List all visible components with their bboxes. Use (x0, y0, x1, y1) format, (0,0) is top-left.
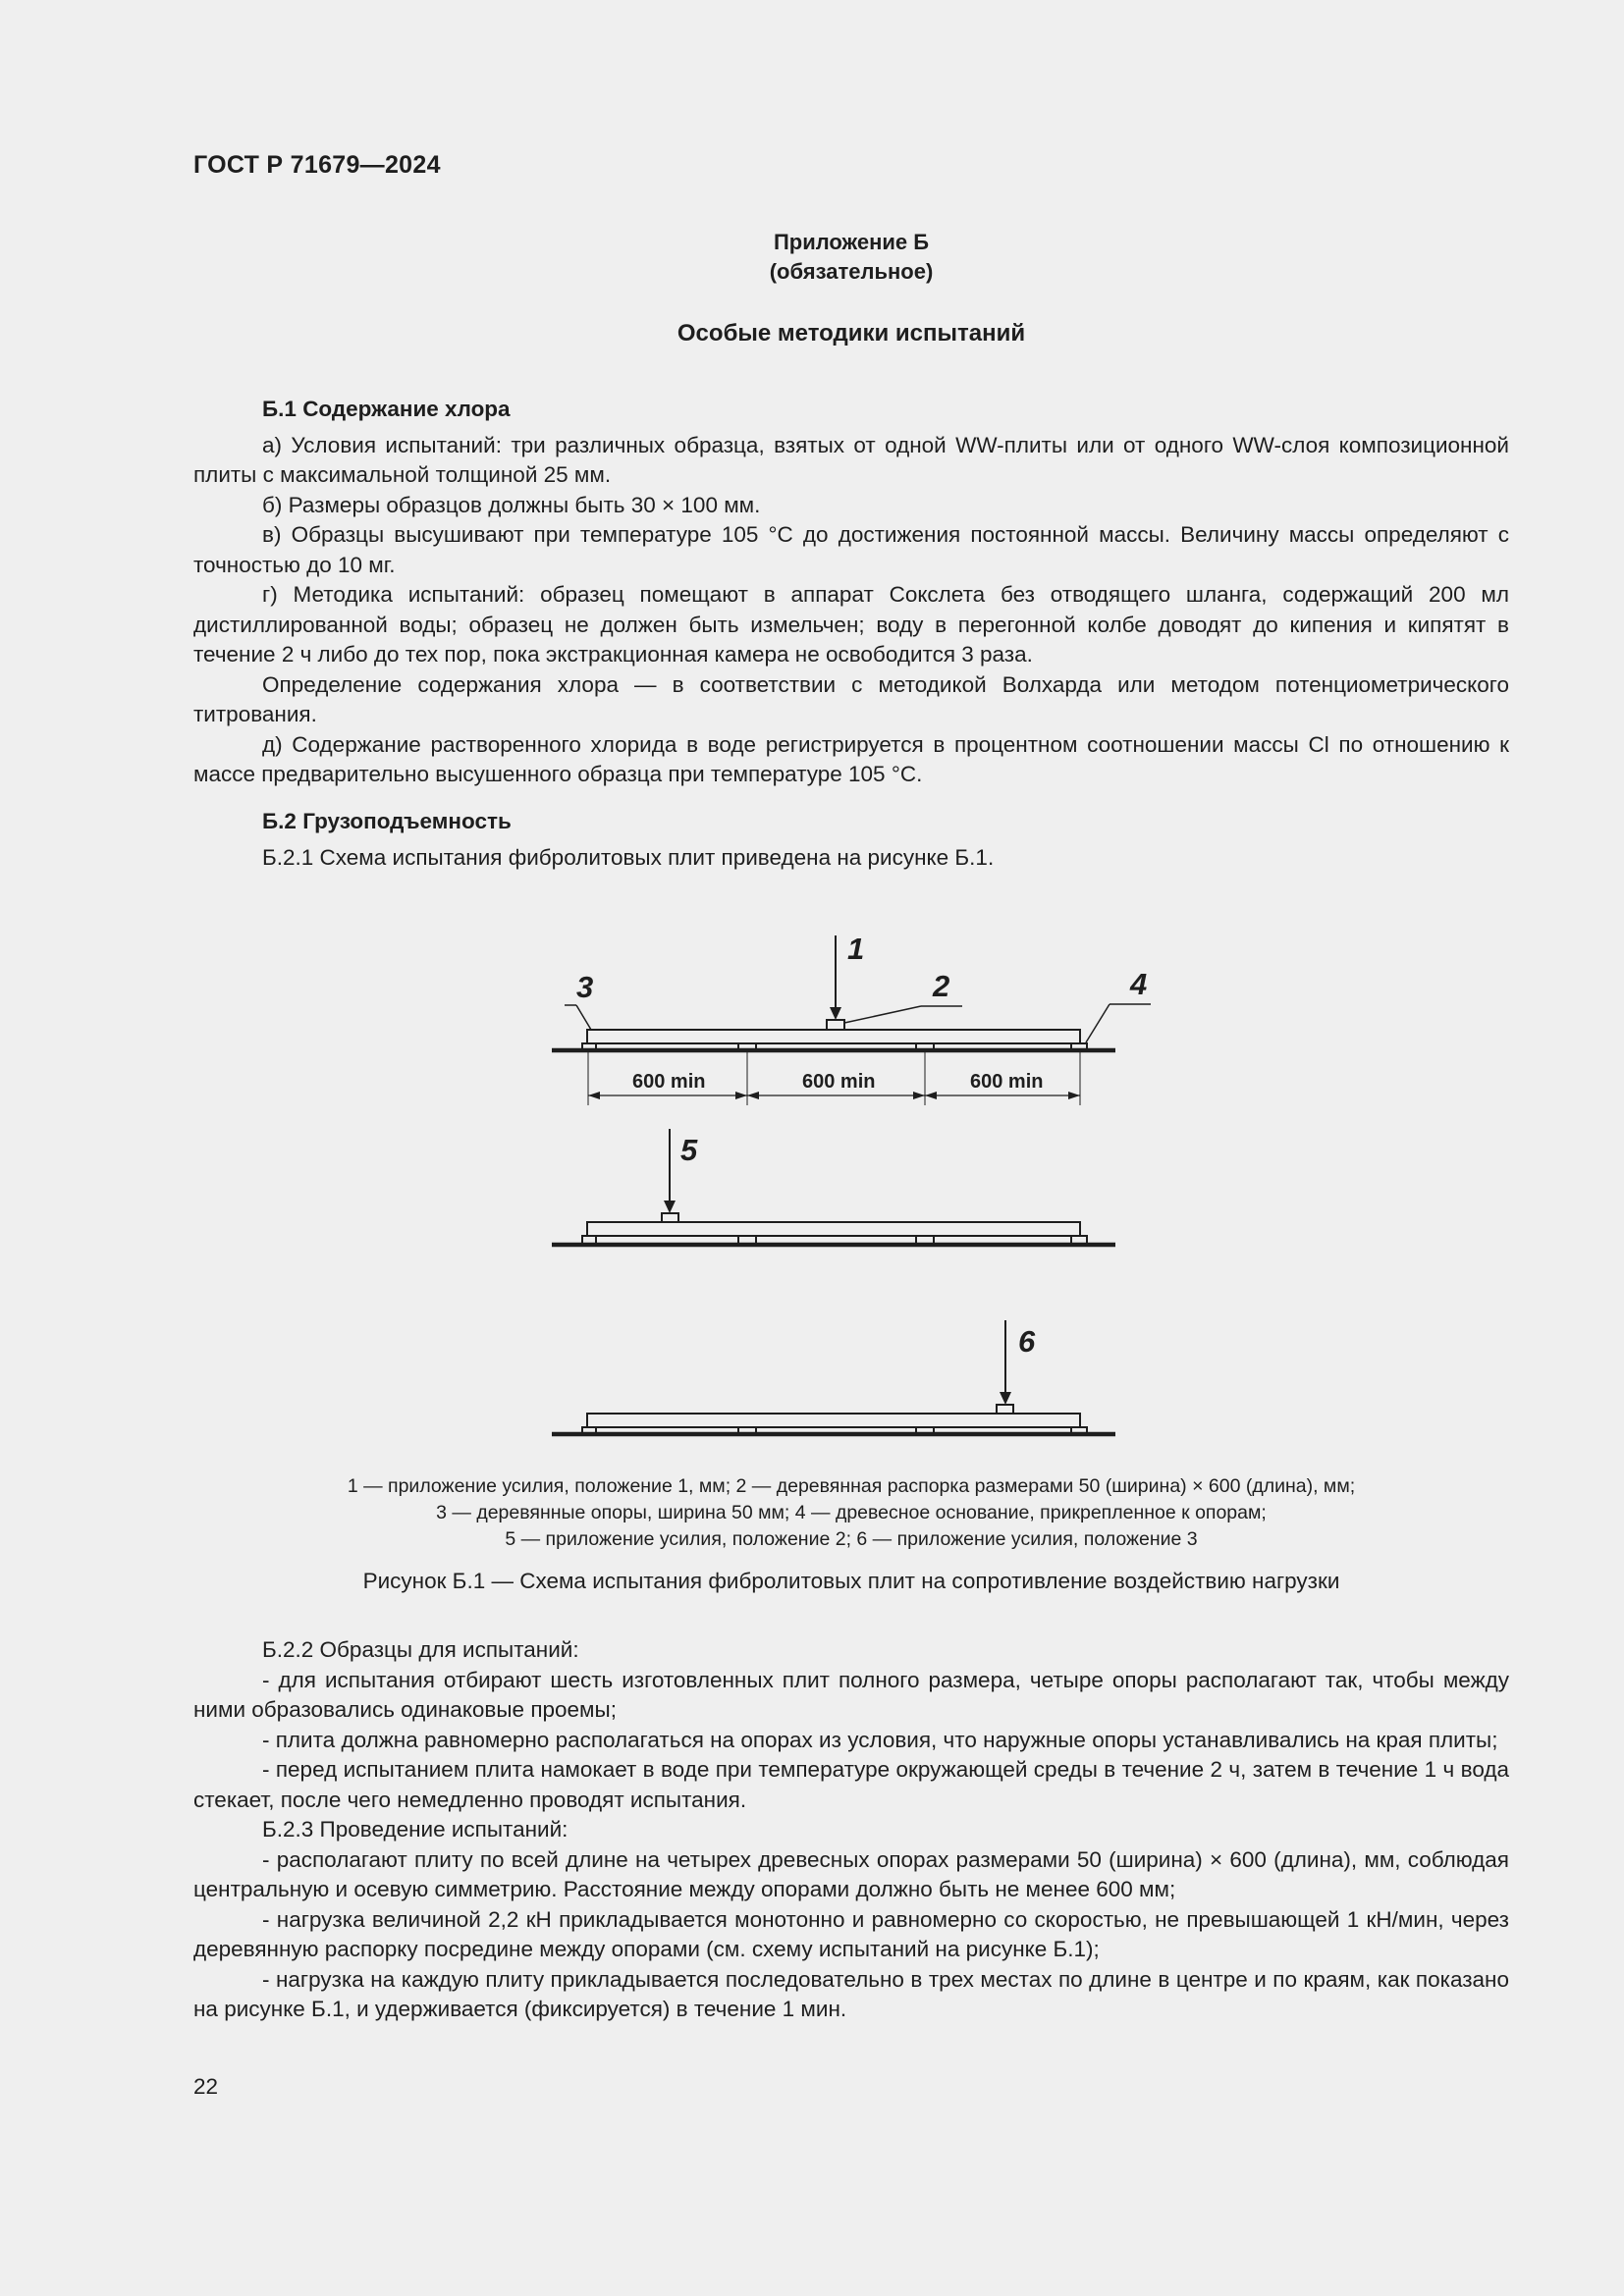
callout-1: 1 (847, 932, 865, 966)
dimension-label: 600 min (632, 1071, 706, 1093)
spacer (662, 1213, 678, 1222)
b2-heading: Б.2 Грузоподъемность (262, 809, 512, 833)
slab-2 (587, 1222, 1080, 1236)
b22-title: Б.2.2 Образцы для испытаний: (262, 1637, 579, 1662)
b1-paragraph-b: б) Размеры образцов должны быть 30 × 100 мм. (262, 492, 761, 517)
arrowhead (830, 1007, 841, 1020)
leader-4 (1086, 1004, 1110, 1042)
document-code: ГОСТ Р 71679—2024 (193, 151, 441, 179)
b22-item-2: - плита должна равномерно располагаться на опорах из условия, что наружные опоры устанавливались на края плиты; (262, 1727, 1498, 1752)
b1-paragraph-definition: Определение содержания хлора — в соответствии с методикой Волхарда или методом потенциометрического титрования. (193, 671, 1509, 726)
figure-b1 (540, 918, 1148, 1448)
leader-2 (844, 1006, 921, 1023)
section-b1 (193, 395, 1509, 790)
legend-line-3: 5 — приложение усилия, положение 2; 6 — приложение усилия, положение 3 (505, 1528, 1198, 1550)
figure-legend (193, 1473, 1509, 1553)
callout-5: 5 (680, 1133, 698, 1167)
callout-2: 2 (933, 969, 950, 1003)
b22-item-3: - перед испытанием плита намокает в воде при температуре окружающей среды в течение 2 ч, затем в течение 1 ч вода стекает, после чего немедленно проводят испытания. (193, 1757, 1509, 1812)
callout-4: 4 (1130, 967, 1148, 1001)
dimension-label: 600 min (802, 1071, 876, 1093)
dimension-label: 600 min (970, 1071, 1044, 1093)
b23-item-1: - располагают плиту по всей длине на четырех древесных опорах размерами 50 (ширина) × 600 (длина), мм, соблюдая центральную и осевую симметрию. Расстояние между опорами должно быть не менее 600 мм; (193, 1846, 1509, 1901)
leader-3 (576, 1005, 591, 1030)
spacer (997, 1405, 1013, 1414)
section-title: Особые методики испытаний (677, 320, 1026, 347)
callout-3: 3 (576, 970, 594, 1004)
page-number: 22 (193, 2074, 219, 2099)
callout-6: 6 (1018, 1324, 1036, 1359)
b1-paragraph-g: г) Методика испытаний: образец помещают в аппарат Сокслета без отводящего шланга, содержащий 200 мл дистиллированной воды; образец не должен быть измельчен; воду в перегонной колбе доводят до кипения и кипятят в течение 2 ч либо до тех пор, пока экстракционная камера не освободится 3 раза. (193, 582, 1509, 667)
figure-b1-drawing (540, 918, 1148, 1448)
b23-item-2: - нагрузка величиной 2,2 кН прикладывается монотонно и равномерно со скоростью, не превышающей 1 кН/мин, через деревянную распорку посредине между опорами (см. схему испытаний на рисунке Б.1); (193, 1906, 1509, 1961)
b2-paragraph-1: Б.2.1 Схема испытания фибролитовых плит приведена на рисунке Б.1. (262, 844, 995, 870)
legend-line-1: 1 — приложение усилия, положение 1, мм; 2 — деревянная распорка размерами 50 (ширина) × 600 (длина), мм; (347, 1475, 1356, 1497)
spacer-2 (827, 1020, 844, 1030)
b22-item-1: - для испытания отбирают шесть изготовленных плит полного размера, четыре опоры располагают так, чтобы между ними образовались одинаковые проемы; (193, 1667, 1509, 1722)
section-b22-b23 (193, 1635, 1509, 2025)
legend-line-2: 3 — деревянные опоры, ширина 50 мм; 4 — древесное основание, прикрепленное к опорам; (436, 1502, 1267, 1523)
slab-1 (587, 1030, 1080, 1043)
b1-paragraph-d: д) Содержание растворенного хлорида в воде регистрируется в процентном соотношении массы Cl по отношению к массе предварительно высушенного образца при температуре 105 °С. (193, 731, 1509, 786)
slab-3 (587, 1414, 1080, 1427)
b23-item-3: - нагрузка на каждую плиту прикладывается последовательно в трех местах по длине в центре и по краям, как показано на рисунке Б.1, и удерживается (фиксируется) в течение 1 мин. (193, 1966, 1509, 2021)
figure-caption: Рисунок Б.1 — Схема испытания фибролитовых плит на сопротивление воздействию нагрузки (362, 1569, 1340, 1593)
b1-heading: Б.1 Содержание хлора (262, 397, 511, 421)
appendix-status: (обязательное) (769, 259, 934, 284)
section-b2 (193, 807, 1509, 873)
b1-paragraph-a: а) Условия испытаний: три различных образца, взятых от одной WW-плиты или от одного WW-слоя композиционной плиты с максимальной толщиной 25 мм. (193, 432, 1509, 487)
b1-paragraph-v: в) Образцы высушивают при температуре 105 °С до достижения постоянной массы. Величину массы определяют с точностью до 10 мг. (193, 522, 1509, 577)
appendix-title: Приложение Б (773, 230, 930, 254)
b23-title: Б.2.3 Проведение испытаний: (262, 1817, 568, 1842)
